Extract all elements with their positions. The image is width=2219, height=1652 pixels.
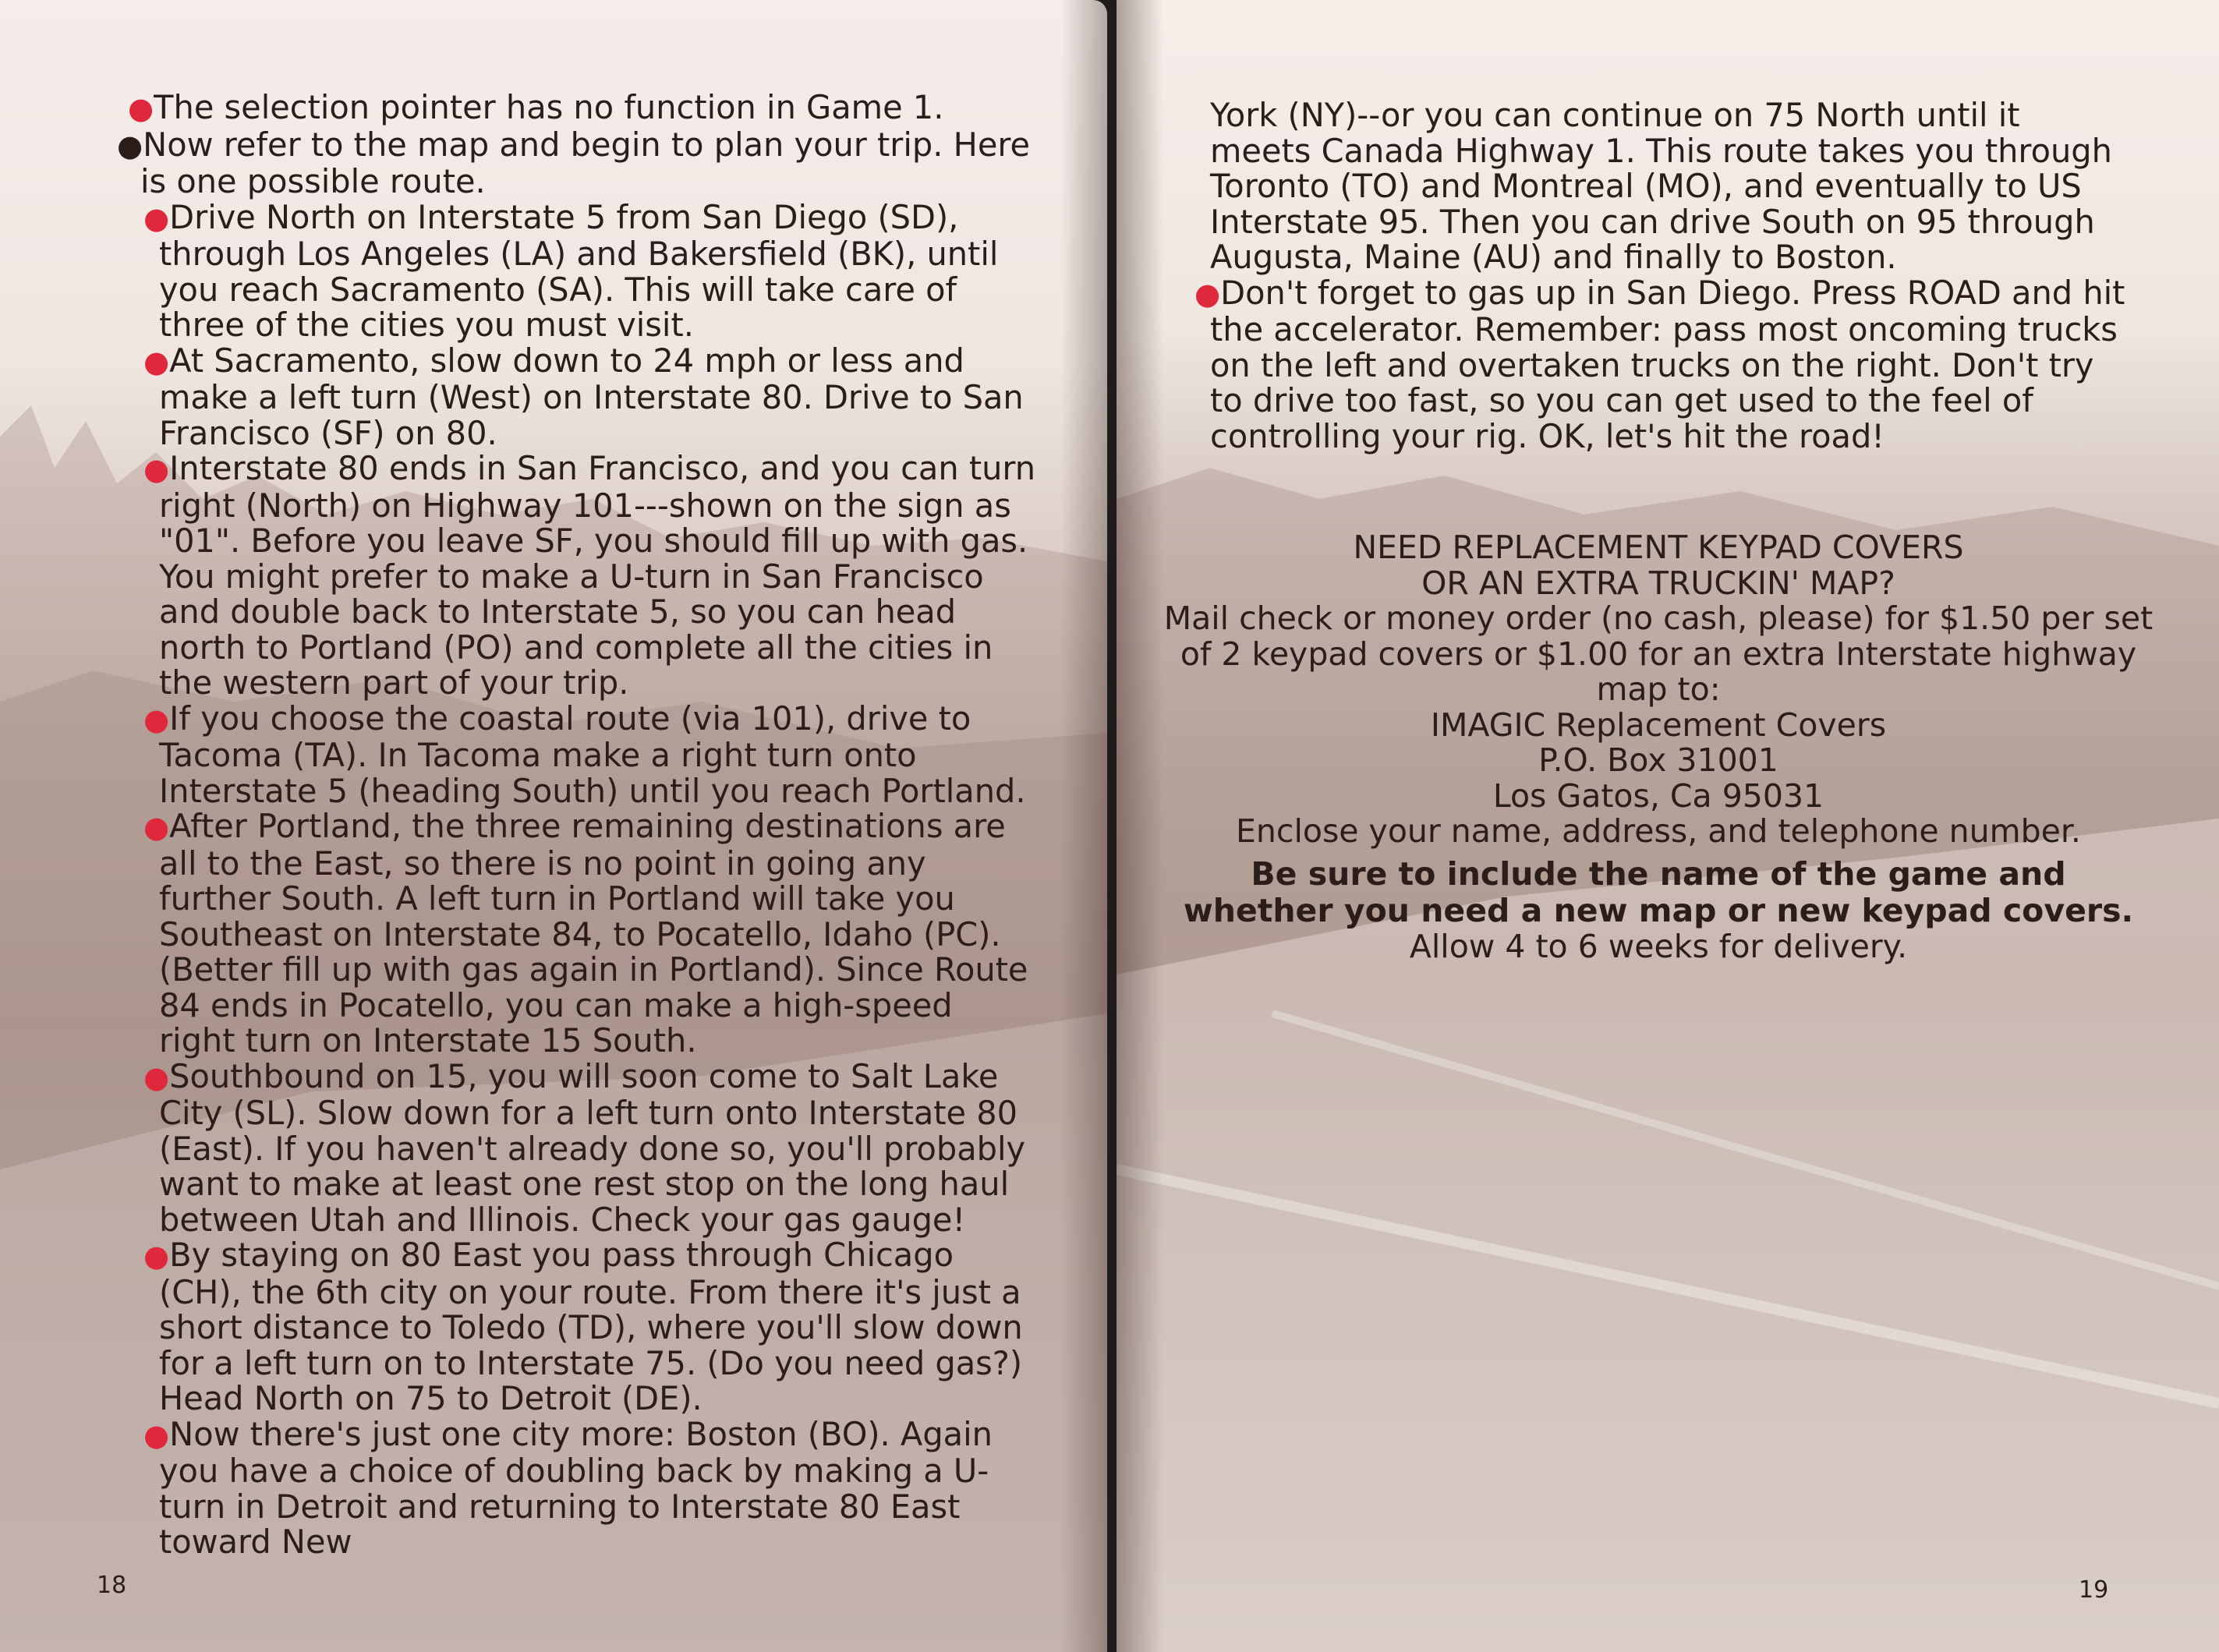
bullet-text: If you choose the coastal route (via 101), drive to Tacoma (TA). In Tacoma make a right turn onto Interstate 5 (heading South) until you reach Portland. [159,699,1026,810]
notice-body: of 2 keypad covers or $1.00 for an extra Interstate highway [1180,635,2137,673]
list-item [128,1414,1037,1561]
notice-body: map to: [1596,670,1721,708]
bullet-icon: ● [143,702,170,737]
list-item [1194,273,2130,455]
bullet-icon: ● [143,200,170,235]
bullet-icon: ● [143,452,170,486]
bullet-icon: ● [143,1239,170,1273]
bullet-text: Now refer to the map and begin to plan your trip. Here is one possible route. [140,125,1031,200]
page-number: 18 [97,1572,127,1599]
list-item [117,90,1037,127]
notice-body: Enclose your name, address, and telephone number. [1236,812,2081,850]
bullet-icon: ● [143,1417,170,1452]
spine-shadow [1060,0,1107,1652]
list-item [128,343,1037,451]
notice-heading: NEED REPLACEMENT KEYPAD COVERS [1353,529,1964,566]
bullet-icon: ● [143,1059,170,1095]
list-item [128,1237,1037,1417]
list-item [128,451,1037,701]
left-text-column [117,90,1037,1560]
list-item [117,127,1037,200]
bullet-text: The selection pointer has no function in Game 1. [154,88,944,126]
right-page [1117,0,2219,1652]
notice-heading: OR AN EXTRA TRUCKIN' MAP? [1421,564,1895,602]
address-line: P.O. Box 31001 [1538,741,1778,779]
bullet-text: After Portland, the three remaining destinations are all to the East, so there is no point in going any further South. A left turn in Portland will take you Southeast on Interstate 84, to Pocatello, Idaho (PC). (Better fill up with gas again in Portland). Since Route 84 ends in Pocatello, you can make a high-speed right turn on Interstate 15 South. [159,807,1028,1059]
bullet-icon: ● [117,128,143,163]
left-page [0,0,1107,1652]
bullet-icon: ● [143,344,170,379]
bullet-text: By staying on 80 East you pass through Chicago (CH), the 6th city on your route. From there it's just a short distance to Toledo (TD), where you'll slow down for a left turn on to Interstate 75. (Do you need gas?) Head North on 75 to Detroit (DE). [159,1236,1023,1417]
replacement-notice [1148,530,2169,964]
page-number: 19 [2079,1576,2109,1604]
bullet-text: Now there's just one city more: Boston (BO). Again you have a choice of doubling back by making a U-turn in Detroit and returning to Interstate 80 East toward New [159,1414,993,1561]
right-text-column [1194,96,2130,455]
bullet-text: Drive North on Interstate 5 from San Diego (SD), through Los Angeles (LA) and Bakersfield (BK), until you reach Sacramento (SA). This will take care of three of the cities you must visit. [159,197,999,344]
bullet-icon: ● [143,810,170,844]
delivery-note: Allow 4 to 6 weeks for delivery. [1409,927,1908,965]
bullet-icon: ● [1194,276,1221,311]
bullet-text: Southbound on 15, you will soon come to Salt Lake City (SL). Slow down for a left turn onto Interstate 80 (East). If you haven't already done so, you'll probably want to make at least one rest stop on the long haul between Utah and Illinois. Check your gas gauge! [159,1056,1026,1239]
bullet-text: Interstate 80 ends in San Francisco, and you can turn right (North) on Highway 101---shown on the sign as "01". Before you leave SF, you should fill up with gas. You might prefer to make a U-turn in San Francisco and double back to Interstate 5, so you can head north to Portland (PO) and complete all the cities in the western part of your trip. [159,449,1036,702]
notice-body: Mail check or money order (no cash, please) for $1.50 per set [1163,600,2154,637]
bullet-text: At Sacramento, slow down to 24 mph or less and make a left turn (West) on Interstate 80. Drive to San Francisco (SF) on 80. [159,341,1024,452]
bullet-text: Don't forget to gas up in San Diego. Press ROAD and hit the accelerator. Remember: pass most oncoming trucks on the left and overtaken trucks on the right. Don't try to drive too fast, so you can get used to the feel of controlling your rig. OK, let's hit the road! [1210,273,2125,455]
list-item [128,197,1037,344]
list-item [128,701,1037,809]
address-line: IMAGIC Replacement Covers [1430,706,1887,744]
bold-note: Be sure to include the name of the game and [1251,854,2066,893]
list-item [128,808,1037,1059]
list-item [128,1056,1037,1239]
bullet-icon: ● [128,91,154,126]
address-line: Los Gatos, Ca 95031 [1492,776,1824,815]
bold-note: whether you need a new map or new keypad covers. [1183,891,2134,929]
continuation-text: York (NY)--or you can continue on 75 North until it meets Canada Highway 1. This route takes you through Toronto (TO) and Montreal (MO), and eventually to US Interstate 95. Then you can drive South on 95 through Augusta, Maine (AU) and finally to Boston. [1210,96,2112,276]
